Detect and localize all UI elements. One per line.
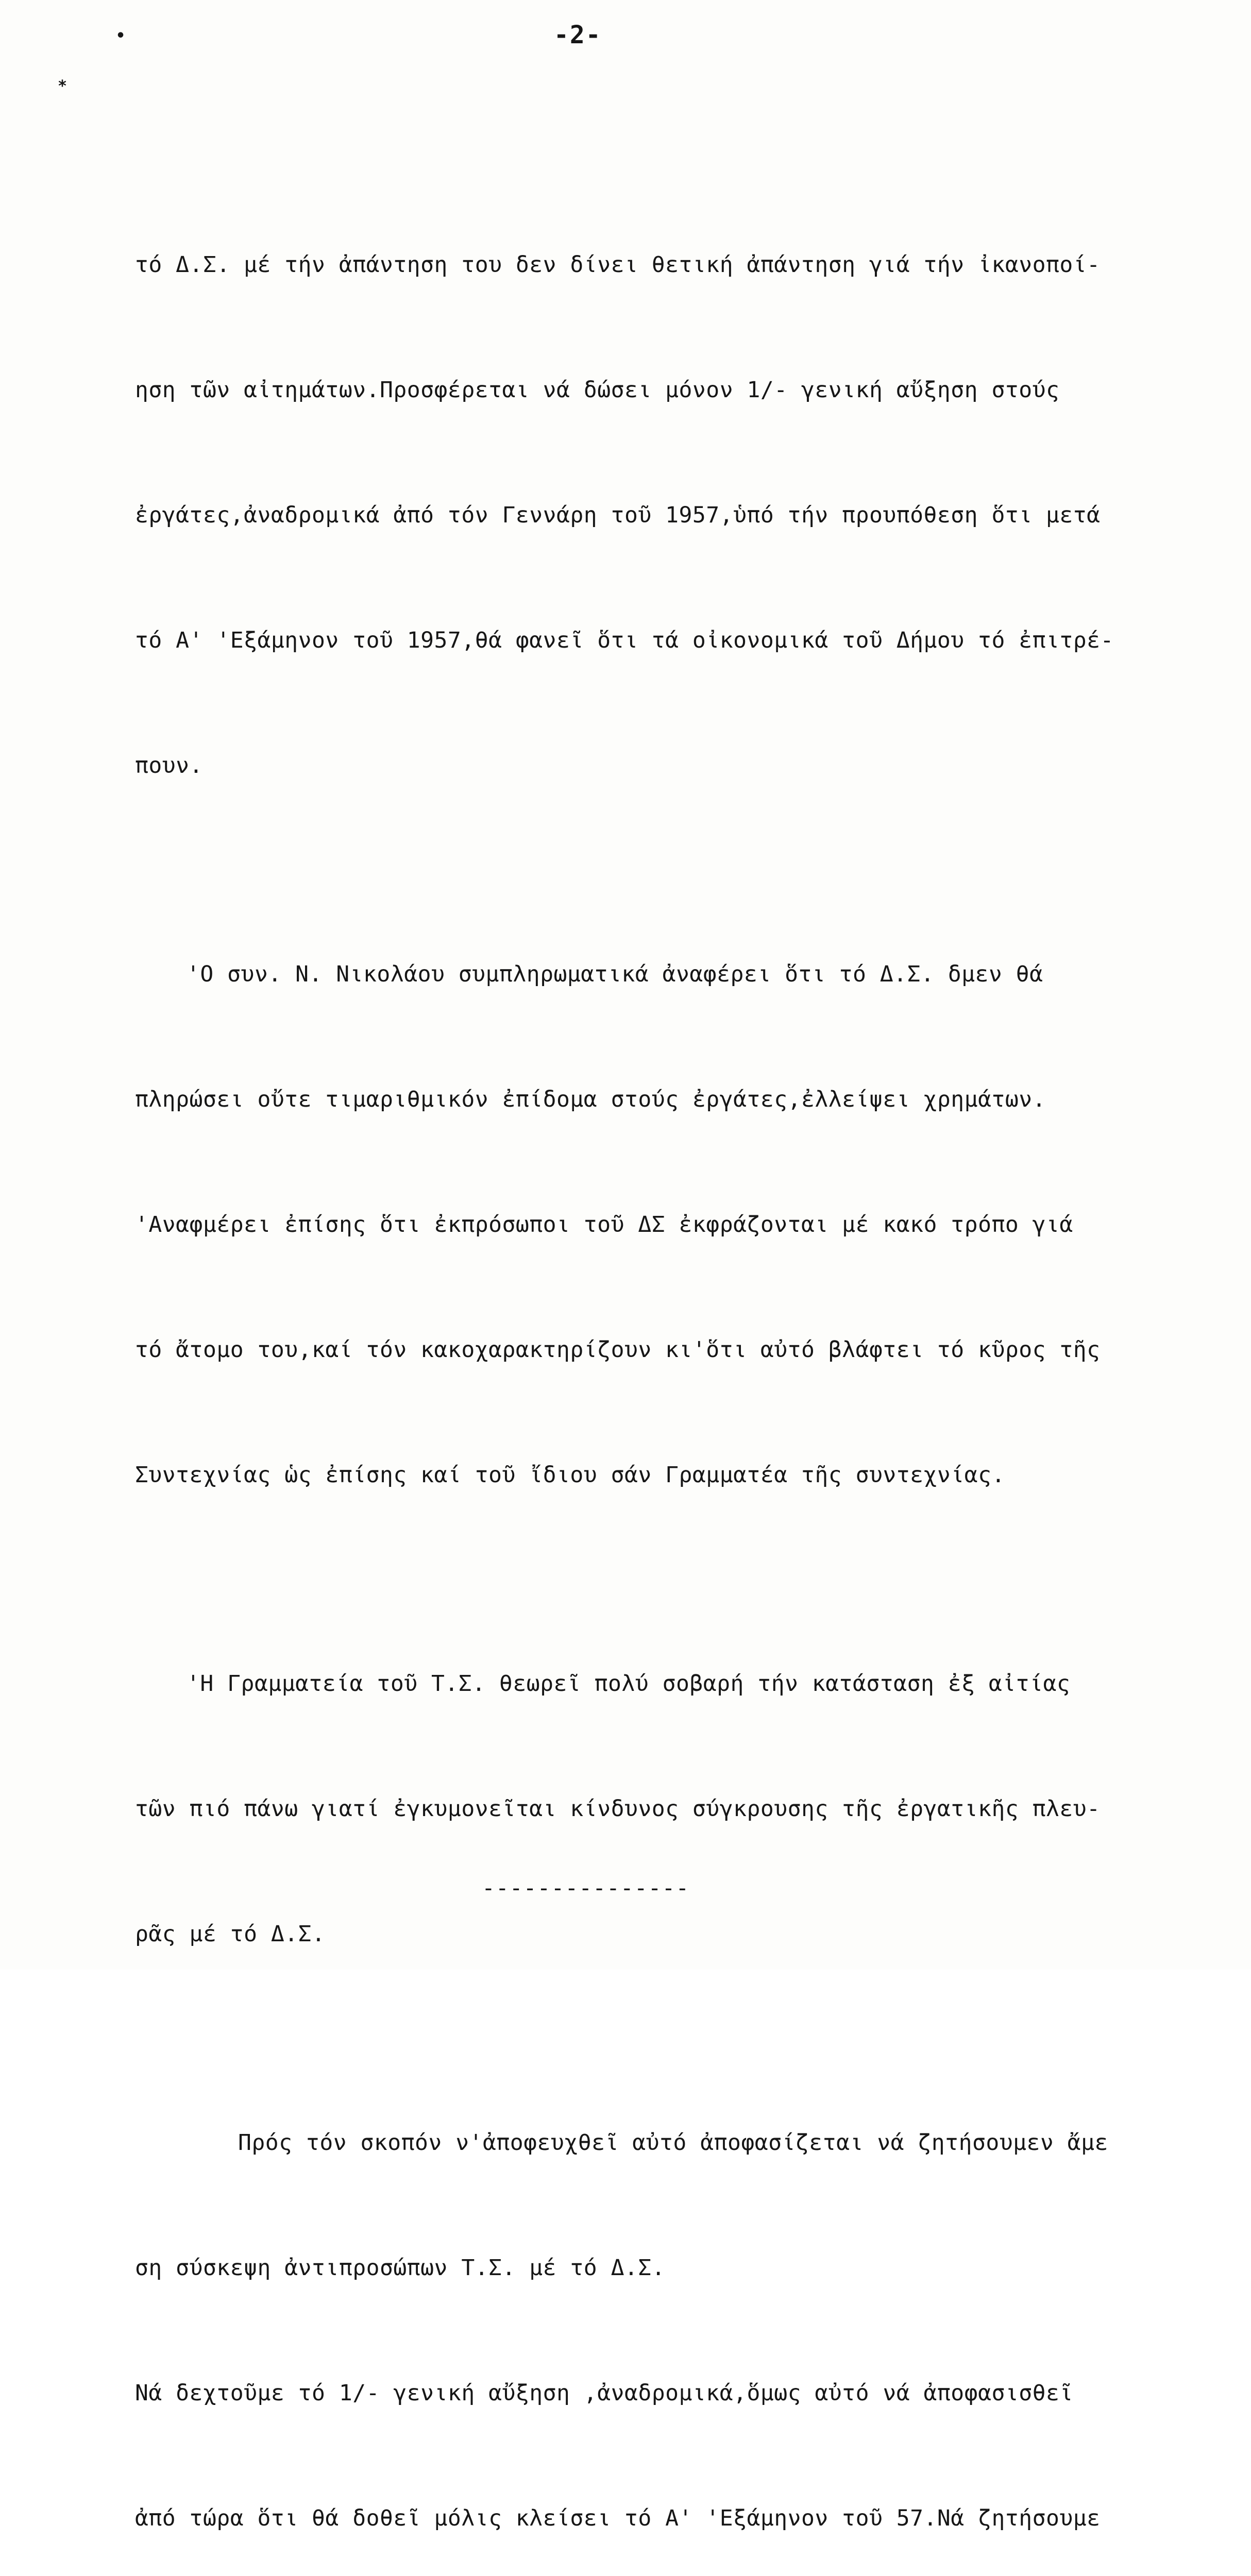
text-line: 'Ο συν. Ν. Νικολάου συμπληρωματικά ἀναφέρει ὅτι τό Δ.Σ. δμεν θά [187,961,1043,987]
text-line: 'Αναφμέρει ἐπίσης ὅτι ἐκπρόσωποι τοῦ ΔΣ ἐκφράζονται μέ κακό τρόπο γιά [135,1212,1073,1238]
text-line: Συντεχνίας ὡς ἐπίσης καί τοῦ ἴδιου σάν Γραμματέα τῆς συντεχνίας. [135,1462,1005,1488]
text-line: τῶν πιό πάνω γιατί ἐγκυμονεῖται κίνδυνος σύγκρουσης τῆς ἐργατικῆς πλευ- [135,1796,1101,1822]
text-line: πληρώσει οὔτε τιμαριθμικόν ἐπίδομα στούς ἐργάτες,ἐλλείψει χρημάτων. [135,1087,1046,1112]
text-line: Πρός τόν σκοπόν ν'ἀποφευχθεῖ αὐτό ἀποφασίζεται νά ζητήσουμεν ἄμε [238,2130,1108,2156]
closing-rule: --------------- [482,1875,690,1901]
text-line: τό Α' 'Εξάμηνον τοῦ 1957,θά φανεῖ ὅτι τά οἰκονομικά τοῦ Δήμου τό ἐπιτρέ- [135,628,1114,653]
page-number: -2- [554,21,602,49]
text-line: 'Η Γραμματεία τοῦ Τ.Σ. θεωρεῖ πολύ σοβαρή τήν κατάσταση ἐξ αἰτίας [187,1671,1071,1697]
text-line: πουν. [135,753,203,778]
text-line: Νά δεχτοῦμε τό 1/- γενική αὔξηση ,ἀναδρομικά,ὅμως αὐτό νά ἀποφασισθεῖ [135,2380,1073,2406]
text-line: ση σύσκεψη ἀντιπροσώπων Τ.Σ. μέ τό Δ.Σ. [135,2255,666,2281]
text-line: ηση τῶν αἰτημάτων.Προσφέρεται νά δώσει μόνον 1/- γενική αὔξηση στούς [135,377,1060,403]
text-line: τό ἄτομο του,καί τόν κακοχαρακτηρίζουν κι'ὅτι αὐτό βλάφτει τό κῦρος τῆς [135,1337,1101,1363]
margin-dot: • [116,27,126,45]
margin-star: * [58,77,67,95]
letter-body [135,77,1222,2576]
text-line: ρᾶς μέ τό Δ.Σ. [135,1921,326,1947]
text-line: ἐργάτες,ἀναδρομικά ἀπό τόν Γεννάρη τοῦ 1957,ὑπό τήν προυπόθεση ὅτι μετά [135,502,1101,528]
text-line: τό Δ.Σ. μέ τήν ἀπάντηση του δεν δίνει θετική ἀπάντηση γιά τήν ἰκανοποί- [135,252,1101,278]
text-line: ἀπό τώρα ὅτι θά δοθεῖ μόλις κλείσει τό Α' 'Εξάμηνον τοῦ 57.Νά ζητήσουμε [135,2505,1101,2531]
